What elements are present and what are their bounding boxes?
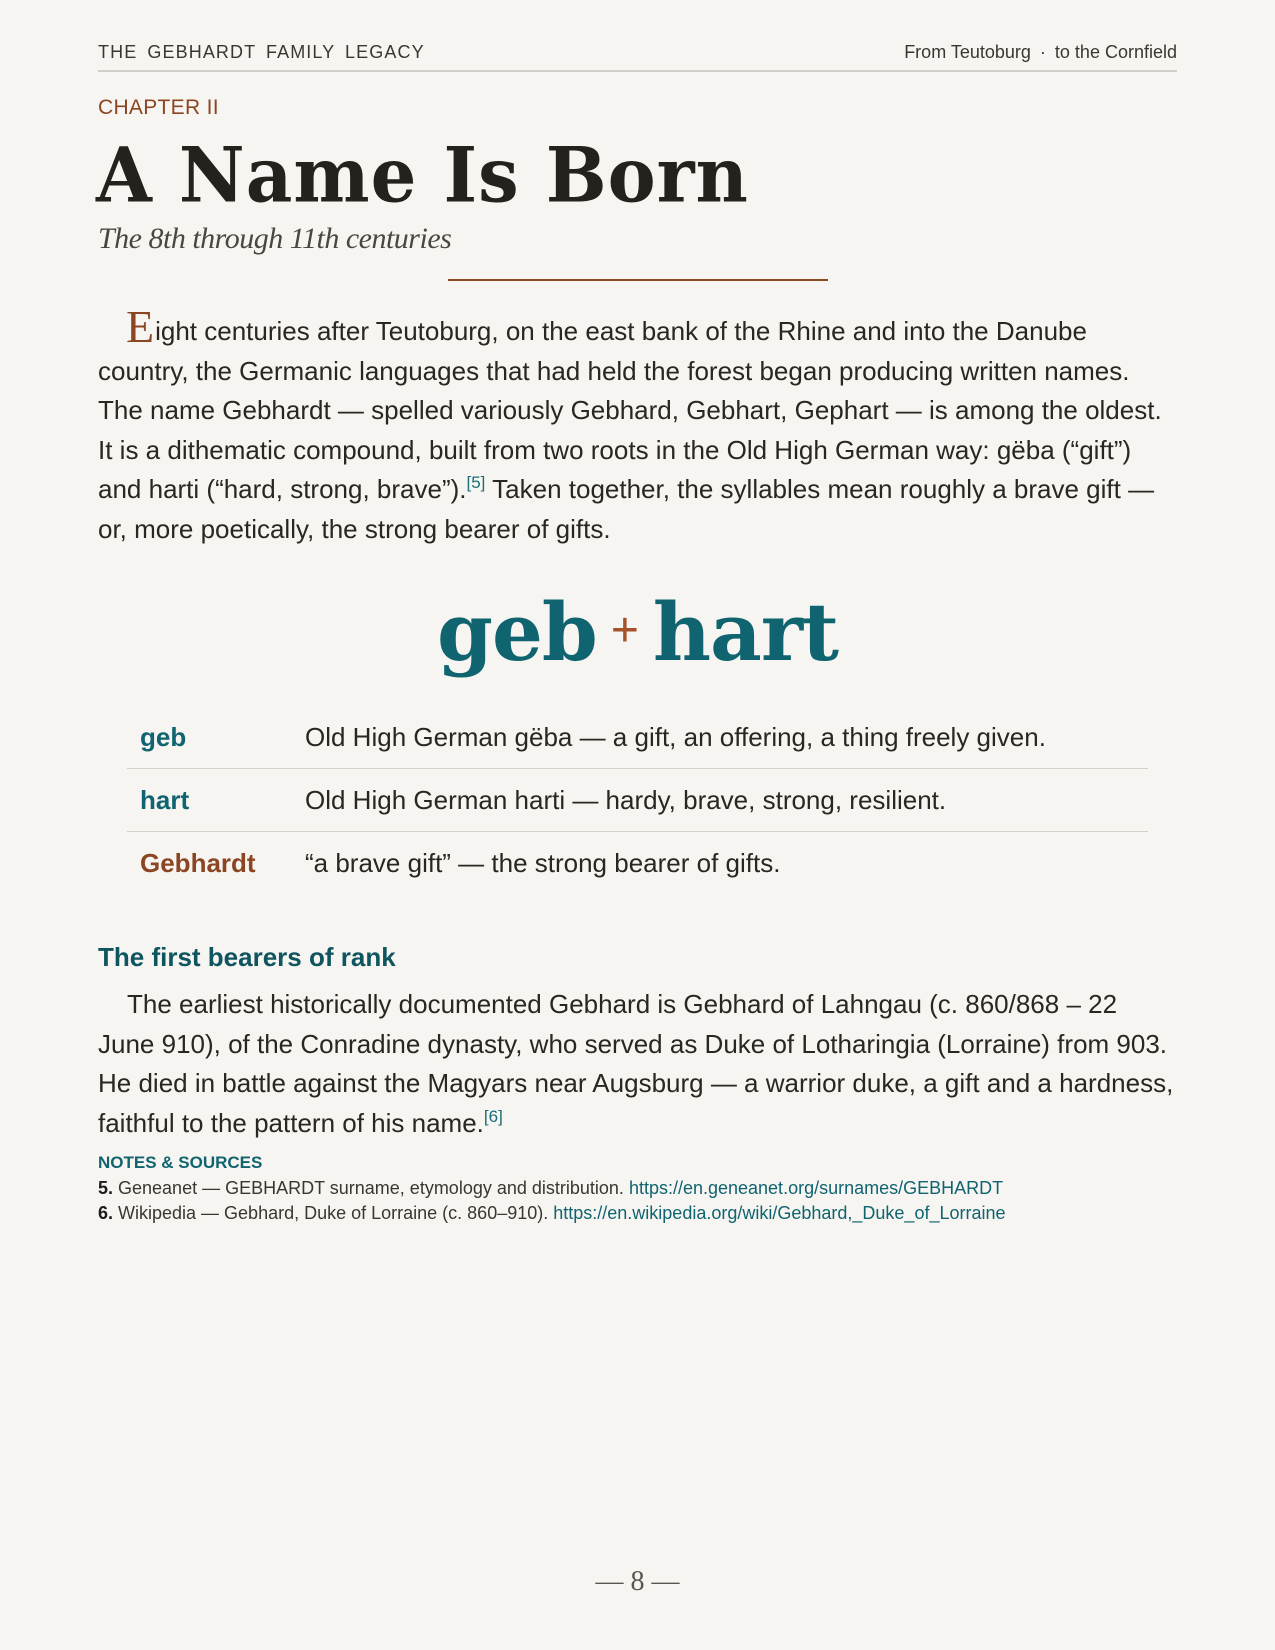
etymology-definition: Old High German harti — hardy, brave, strong, resilient.: [305, 784, 947, 815]
book-subtitle: [904, 38, 1177, 63]
intro-paragraph: [98, 301, 1177, 549]
subtitle-part-2: to the Cornfield: [1054, 42, 1177, 62]
note-item: [98, 1201, 1177, 1226]
section-heading: The first bearers of rank: [98, 942, 396, 972]
note-link[interactable]: https://en.wikipedia.org/wiki/Gebhard,_Duke_of_Lorraine: [553, 1203, 1006, 1223]
chapter-label: CHAPTER II: [98, 96, 219, 119]
etymology-term: geb: [140, 721, 187, 752]
etymology-term: hart: [140, 784, 190, 815]
root-hart: hart: [652, 585, 838, 679]
plus-icon: +: [610, 604, 639, 657]
footnote-ref-6[interactable]: [6]: [483, 1106, 503, 1126]
notes-and-sources: [98, 1153, 1177, 1226]
notes-title: NOTES & SOURCES: [98, 1153, 263, 1172]
chapter-subtitle: The 8th through 11th centuries: [98, 222, 452, 255]
note-link[interactable]: https://en.geneanet.org/surnames/GEBHARDT: [628, 1178, 1004, 1198]
etymology-table: [127, 706, 1148, 895]
root-geb: geb: [437, 585, 597, 679]
note-number: 5.: [98, 1178, 114, 1198]
table-row: [127, 706, 1148, 769]
note-item: [98, 1176, 1177, 1201]
etymology-definition: Old High German gëba — a gift, an offering, a thing freely given.: [305, 721, 1046, 752]
drop-cap: E: [126, 301, 155, 352]
table-row: [127, 769, 1148, 832]
footnote-ref-5[interactable]: [5]: [466, 473, 486, 492]
ornamental-divider: [448, 279, 828, 281]
intro-text: ight centuries after Teutoburg, on the east bank of the Rhine and into the Danube country, the Germanic languages that had held the forest began producing written names. The name Gebhardt — spelled variously Gebhard, Gebhart, Gephart — is among the oldest. It is a dithematic compound, built from two roots in the Old High German way: gëba (“gift”) and harti (“hard, strong, brave”).: [98, 316, 1162, 504]
book-title: THE GEBHARDT FAMILY LEGACY: [98, 42, 425, 62]
chapter-title: A Name Is Born: [96, 130, 749, 220]
section-paragraph: [98, 985, 1177, 1143]
intro-text-continued: Taken together, the syllables mean roughly a brave gift — or, more poetically, the strong bearer of gifts.: [98, 474, 1155, 544]
table-row: [127, 832, 1148, 895]
subtitle-part-1: From Teutoburg: [904, 42, 1031, 62]
note-text: Geneanet — GEBHARDT surname, etymology and distribution.: [113, 1178, 629, 1198]
etymology-term: Gebhardt: [140, 848, 256, 878]
etymology-word-pair: [0, 585, 1275, 679]
note-number: 6.: [98, 1203, 114, 1223]
page-number: — 8 —: [595, 1566, 680, 1597]
note-text: Wikipedia — Gebhard, Duke of Lorraine (c. 860–910).: [113, 1203, 554, 1223]
middot-separator: ·: [1039, 42, 1046, 62]
running-header: [98, 38, 1177, 72]
etymology-definition: “a brave gift” — the strong bearer of gifts.: [305, 848, 781, 878]
section-text: The earliest historically documented Gebhard is Gebhard of Lahngau (c. 860/868 – 22 June 910), of the Conradine dynasty, who served as Duke of Lotharingia (Lorraine) from 903. He died in battle against the Magyars near Augsburg — a warrior duke, a gift and a hardness, faithful to the pattern of his name.: [98, 989, 1174, 1138]
